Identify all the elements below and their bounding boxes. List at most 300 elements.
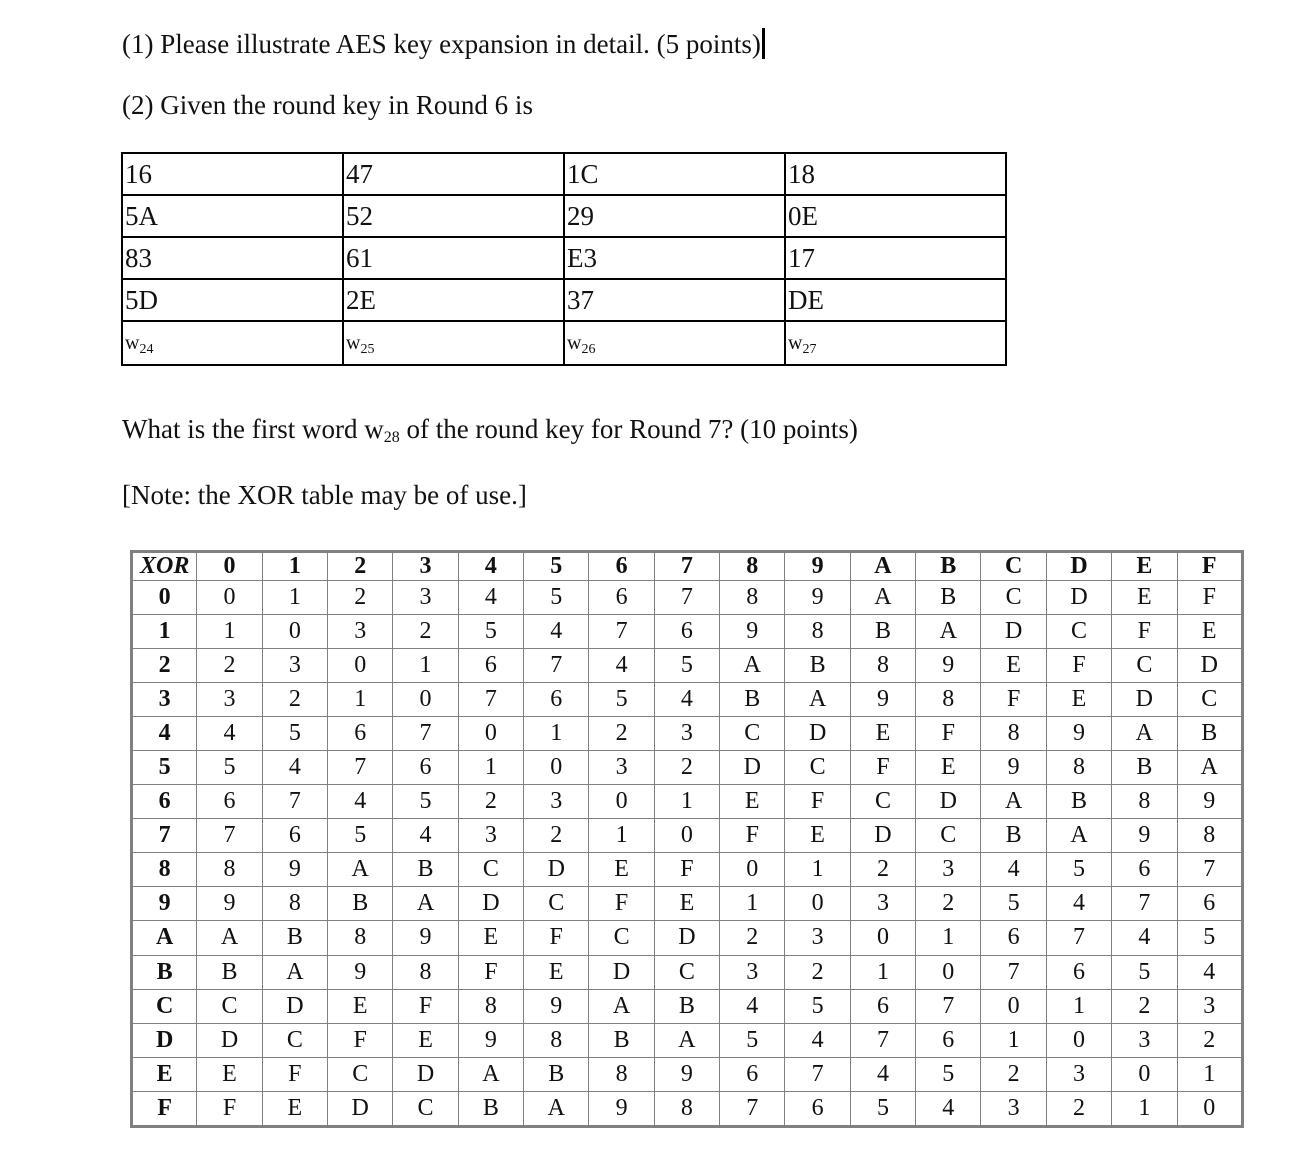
xor-cell: E	[1112, 581, 1177, 615]
xor-cell: C	[197, 989, 262, 1023]
xor-column-header: 1	[262, 552, 327, 581]
xor-cell: 0	[524, 751, 589, 785]
xor-cell: B	[458, 1091, 523, 1126]
xor-column-header: E	[1112, 552, 1177, 581]
xor-cell: E	[524, 955, 589, 989]
xor-cell: C	[262, 1023, 327, 1057]
xor-cell: 2	[262, 683, 327, 717]
xor-cell: A	[458, 1057, 523, 1091]
xor-cell: D	[458, 887, 523, 921]
xor-cell: 5	[262, 717, 327, 751]
xor-cell: B	[1112, 751, 1177, 785]
xor-cell: 3	[981, 1091, 1046, 1126]
xor-cell: 2	[1046, 1091, 1111, 1126]
xor-cell: 2	[981, 1057, 1046, 1091]
xor-row-header: F	[132, 1091, 197, 1126]
xor-row-header: 5	[132, 751, 197, 785]
xor-cell: 9	[785, 581, 850, 615]
xor-cell: B	[720, 683, 785, 717]
xor-cell: 2	[328, 581, 393, 615]
question-1	[122, 28, 765, 59]
xor-cell: 1	[916, 921, 981, 955]
xor-cell: 8	[1112, 785, 1177, 819]
xor-cell: 7	[981, 955, 1046, 989]
round-key-byte: 17	[785, 237, 1006, 279]
xor-cell: D	[916, 785, 981, 819]
xor-cell: C	[785, 751, 850, 785]
xor-cell: 9	[720, 615, 785, 649]
round-key-row	[122, 153, 1006, 195]
xor-cell: A	[850, 581, 915, 615]
xor-cell: 3	[850, 887, 915, 921]
xor-cell: 7	[850, 1023, 915, 1057]
xor-cell: 0	[1112, 1057, 1177, 1091]
xor-cell: C	[720, 717, 785, 751]
xor-cell: 3	[458, 819, 523, 853]
xor-cell: F	[458, 955, 523, 989]
xor-column-header: 0	[197, 552, 262, 581]
xor-cell: 4	[328, 785, 393, 819]
round-key-byte: 2E	[343, 279, 564, 321]
xor-row-header: C	[132, 989, 197, 1023]
xor-cell: 3	[1177, 989, 1243, 1023]
xor-cell: 5	[1046, 853, 1111, 887]
xor-cell: 1	[1177, 1057, 1243, 1091]
word-label-row	[122, 321, 1006, 365]
xor-cell: C	[589, 921, 654, 955]
xor-cell: C	[981, 581, 1046, 615]
xor-cell: 8	[720, 581, 785, 615]
xor-cell: 5	[1177, 921, 1243, 955]
xor-cell: A	[197, 921, 262, 955]
xor-cell: 7	[1046, 921, 1111, 955]
xor-cell: 6	[785, 1091, 850, 1126]
xor-row	[132, 955, 1243, 989]
xor-cell: 3	[524, 785, 589, 819]
xor-cell: C	[524, 887, 589, 921]
xor-row	[132, 615, 1243, 649]
xor-row-header: 6	[132, 785, 197, 819]
xor-cell: D	[654, 921, 719, 955]
xor-cell: 1	[328, 683, 393, 717]
xor-cell: 8	[197, 853, 262, 887]
xor-cell: A	[981, 785, 1046, 819]
round-key-byte: 37	[564, 279, 785, 321]
xor-cell: A	[720, 649, 785, 683]
xor-cell: D	[785, 717, 850, 751]
xor-column-header: 6	[589, 552, 654, 581]
xor-cell: 3	[916, 853, 981, 887]
xor-cell: 1	[524, 717, 589, 751]
xor-cell: 8	[1046, 751, 1111, 785]
xor-column-header: D	[1046, 552, 1111, 581]
xor-cell: F	[654, 853, 719, 887]
xor-cell: 4	[785, 1023, 850, 1057]
xor-column-header: 2	[328, 552, 393, 581]
xor-cell: 3	[1112, 1023, 1177, 1057]
xor-cell: F	[850, 751, 915, 785]
xor-row-header: E	[132, 1057, 197, 1091]
xor-cell: 4	[197, 717, 262, 751]
xor-cell: 7	[720, 1091, 785, 1126]
xor-cell: 4	[458, 581, 523, 615]
xor-cell: 4	[393, 819, 458, 853]
round-key-byte: 0E	[785, 195, 1006, 237]
xor-cell: 9	[328, 955, 393, 989]
xor-cell: 0	[262, 615, 327, 649]
xor-cell: E	[197, 1057, 262, 1091]
xor-cell: 4	[720, 989, 785, 1023]
xor-cell: 6	[654, 615, 719, 649]
xor-cell: 3	[785, 921, 850, 955]
xor-cell: 4	[1112, 921, 1177, 955]
xor-column-header: 7	[654, 552, 719, 581]
xor-cell: F	[916, 717, 981, 751]
xor-row	[132, 819, 1243, 853]
xor-cell: 7	[916, 989, 981, 1023]
text-cursor	[762, 28, 765, 59]
xor-cell: E	[981, 649, 1046, 683]
xor-cell: E	[785, 819, 850, 853]
xor-cell: A	[1112, 717, 1177, 751]
xor-cell: 4	[1046, 887, 1111, 921]
round-key-byte: 29	[564, 195, 785, 237]
xor-row-header: 3	[132, 683, 197, 717]
xor-cell: 8	[654, 1091, 719, 1126]
xor-cell: 9	[262, 853, 327, 887]
xor-cell: C	[850, 785, 915, 819]
xor-cell: 6	[328, 717, 393, 751]
xor-cell: 2	[916, 887, 981, 921]
xor-cell: A	[262, 955, 327, 989]
xor-cell: 1	[720, 887, 785, 921]
xor-row-header: 9	[132, 887, 197, 921]
xor-cell: E	[654, 887, 719, 921]
xor-cell: 7	[1112, 887, 1177, 921]
xor-cell: A	[654, 1023, 719, 1057]
xor-cell: 9	[981, 751, 1046, 785]
round-key-byte: 1C	[564, 153, 785, 195]
xor-cell: 5	[458, 615, 523, 649]
xor-cell: 1	[981, 1023, 1046, 1057]
xor-cell: 2	[458, 785, 523, 819]
xor-row	[132, 921, 1243, 955]
xor-cell: 8	[524, 1023, 589, 1057]
xor-cell: 2	[524, 819, 589, 853]
xor-cell: B	[524, 1057, 589, 1091]
xor-row	[132, 717, 1243, 751]
xor-cell: 9	[916, 649, 981, 683]
xor-row	[132, 1057, 1243, 1091]
xor-cell: 4	[524, 615, 589, 649]
xor-cell: 5	[197, 751, 262, 785]
xor-cell: D	[589, 955, 654, 989]
xor-cell: C	[458, 853, 523, 887]
xor-cell: D	[1112, 683, 1177, 717]
xor-row-header: 7	[132, 819, 197, 853]
xor-row-header: B	[132, 955, 197, 989]
xor-cell: 5	[654, 649, 719, 683]
xor-cell: E	[1046, 683, 1111, 717]
xor-cell: 1	[262, 581, 327, 615]
xor-cell: 0	[197, 581, 262, 615]
xor-cell: B	[850, 615, 915, 649]
xor-cell: 3	[262, 649, 327, 683]
xor-cell: D	[1177, 649, 1243, 683]
xor-cell: C	[1177, 683, 1243, 717]
xor-cell: E	[720, 785, 785, 819]
round-key-byte: 61	[343, 237, 564, 279]
xor-cell: 5	[785, 989, 850, 1023]
xor-cell: 6	[916, 1023, 981, 1057]
xor-cell: 7	[328, 751, 393, 785]
word-label: $w_{24}$	[122, 321, 343, 365]
xor-cell: 5	[720, 1023, 785, 1057]
xor-cell: 5	[589, 683, 654, 717]
xor-cell: B	[197, 955, 262, 989]
xor-cell: A	[1177, 751, 1243, 785]
xor-cell: 8	[1177, 819, 1243, 853]
xor-cell: 2	[197, 649, 262, 683]
xor-cell: 6	[262, 819, 327, 853]
xor-cell: 0	[850, 921, 915, 955]
xor-cell: C	[1046, 615, 1111, 649]
xor-column-header: 9	[785, 552, 850, 581]
xor-cell: 6	[1046, 955, 1111, 989]
xor-cell: 4	[589, 649, 654, 683]
xor-cell: 6	[524, 683, 589, 717]
xor-cell: F	[262, 1057, 327, 1091]
xor-cell: 1	[458, 751, 523, 785]
xor-row	[132, 683, 1243, 717]
xor-column-header: C	[981, 552, 1046, 581]
question-3: What is the first word $w_{28}$ of the round key for Round 7? (10 points)	[122, 414, 858, 446]
xor-note: [Note: the XOR table may be of use.]	[122, 480, 527, 510]
xor-cell: B	[1177, 717, 1243, 751]
xor-cell: E	[1177, 615, 1243, 649]
xor-cell: 1	[850, 955, 915, 989]
xor-cell: 8	[981, 717, 1046, 751]
xor-cell: C	[1112, 649, 1177, 683]
xor-header-row	[132, 552, 1243, 581]
xor-cell: D	[981, 615, 1046, 649]
xor-cell: E	[850, 717, 915, 751]
xor-cell: 6	[720, 1057, 785, 1091]
xor-row-header: 4	[132, 717, 197, 751]
xor-row-header: A	[132, 921, 197, 955]
xor-cell: A	[524, 1091, 589, 1126]
xor-cell: F	[524, 921, 589, 955]
word-label: $w_{25}$	[343, 321, 564, 365]
xor-cell: D	[720, 751, 785, 785]
xor-column-header: F	[1177, 552, 1243, 581]
xor-cell: 5	[850, 1091, 915, 1126]
xor-row	[132, 785, 1243, 819]
xor-cell: E	[916, 751, 981, 785]
xor-cell: 4	[654, 683, 719, 717]
xor-cell: 8	[850, 649, 915, 683]
xor-cell: F	[1046, 649, 1111, 683]
xor-cell: 5	[981, 887, 1046, 921]
xor-cell: 7	[1177, 853, 1243, 887]
xor-cell: 7	[197, 819, 262, 853]
question-2: (2) Given the round key in Round 6 is	[122, 90, 533, 120]
xor-row-header: 0	[132, 581, 197, 615]
xor-cell: 0	[785, 887, 850, 921]
xor-cell: 3	[589, 751, 654, 785]
xor-cell: 1	[1112, 1091, 1177, 1126]
xor-cell: 1	[589, 819, 654, 853]
xor-cell: A	[1046, 819, 1111, 853]
xor-row	[132, 989, 1243, 1023]
xor-cell: 5	[393, 785, 458, 819]
xor-cell: 9	[393, 921, 458, 955]
xor-cell: 0	[589, 785, 654, 819]
xor-cell: 8	[916, 683, 981, 717]
xor-cell: E	[458, 921, 523, 955]
xor-cell: B	[328, 887, 393, 921]
xor-row-header: 8	[132, 853, 197, 887]
xor-cell: C	[328, 1057, 393, 1091]
xor-cell: F	[393, 989, 458, 1023]
xor-cell: E	[393, 1023, 458, 1057]
xor-cell: 9	[1112, 819, 1177, 853]
xor-cell: 6	[981, 921, 1046, 955]
xor-row-header: 1	[132, 615, 197, 649]
xor-cell: 6	[1112, 853, 1177, 887]
xor-cell: 9	[1177, 785, 1243, 819]
xor-cell: B	[262, 921, 327, 955]
xor-column-header: 3	[393, 552, 458, 581]
xor-cell: 4	[850, 1057, 915, 1091]
xor-column-header: 8	[720, 552, 785, 581]
xor-cell: F	[1112, 615, 1177, 649]
xor-cell: 9	[589, 1091, 654, 1126]
xor-cell: 1	[197, 615, 262, 649]
xor-cell: D	[197, 1023, 262, 1057]
xor-row-header: 2	[132, 649, 197, 683]
xor-cell: 6	[393, 751, 458, 785]
xor-cell: A	[916, 615, 981, 649]
xor-cell: 4	[1177, 955, 1243, 989]
xor-cell: 2	[720, 921, 785, 955]
xor-cell: 1	[785, 853, 850, 887]
xor-cell: B	[393, 853, 458, 887]
xor-cell: 5	[916, 1057, 981, 1091]
xor-cell: 9	[524, 989, 589, 1023]
xor-cell: B	[1046, 785, 1111, 819]
xor-cell: F	[785, 785, 850, 819]
round-key-byte: 16	[122, 153, 343, 195]
xor-cell: F	[720, 819, 785, 853]
xor-row	[132, 751, 1243, 785]
xor-cell: 7	[393, 717, 458, 751]
xor-cell: 6	[458, 649, 523, 683]
xor-cell: 0	[654, 819, 719, 853]
xor-cell: 8	[589, 1057, 654, 1091]
xor-cell: 4	[981, 853, 1046, 887]
xor-cell: 0	[328, 649, 393, 683]
xor-cell: 3	[720, 955, 785, 989]
xor-cell: 7	[262, 785, 327, 819]
xor-cell: B	[785, 649, 850, 683]
xor-cell: 0	[981, 989, 1046, 1023]
xor-cell: B	[981, 819, 1046, 853]
xor-cell: 8	[328, 921, 393, 955]
xor-cell: F	[589, 887, 654, 921]
xor-cell: C	[654, 955, 719, 989]
xor-cell: 3	[197, 683, 262, 717]
word-label: $w_{26}$	[564, 321, 785, 365]
xor-cell: F	[197, 1091, 262, 1126]
xor-cell: 0	[1046, 1023, 1111, 1057]
xor-cell: 7	[785, 1057, 850, 1091]
round-key-table	[121, 152, 1007, 366]
xor-table	[130, 550, 1244, 1128]
xor-row	[132, 649, 1243, 683]
xor-cell: A	[393, 887, 458, 921]
xor-row	[132, 581, 1243, 615]
xor-cell: D	[524, 853, 589, 887]
xor-cell: D	[850, 819, 915, 853]
xor-cell: D	[393, 1057, 458, 1091]
xor-row	[132, 1023, 1243, 1057]
round-key-row	[122, 237, 1006, 279]
xor-cell: 0	[916, 955, 981, 989]
xor-column-header: 4	[458, 552, 523, 581]
xor-column-header: 5	[524, 552, 589, 581]
xor-cell: 6	[197, 785, 262, 819]
xor-row	[132, 1091, 1243, 1126]
xor-cell: 7	[589, 615, 654, 649]
xor-cell: 3	[328, 615, 393, 649]
xor-cell: 7	[524, 649, 589, 683]
xor-cell: E	[328, 989, 393, 1023]
xor-row	[132, 853, 1243, 887]
xor-cell: E	[262, 1091, 327, 1126]
xor-cell: 3	[654, 717, 719, 751]
xor-cell: 9	[850, 683, 915, 717]
xor-cell: F	[981, 683, 1046, 717]
xor-cell: C	[916, 819, 981, 853]
round-key-byte: DE	[785, 279, 1006, 321]
xor-cell: D	[1046, 581, 1111, 615]
xor-cell: C	[393, 1091, 458, 1126]
round-key-byte: E3	[564, 237, 785, 279]
xor-cell: B	[654, 989, 719, 1023]
xor-cell: A	[589, 989, 654, 1023]
xor-cell: 3	[1046, 1057, 1111, 1091]
xor-cell: 2	[785, 955, 850, 989]
xor-row-header: D	[132, 1023, 197, 1057]
xor-cell: 0	[393, 683, 458, 717]
xor-cell: 2	[1112, 989, 1177, 1023]
xor-cell: 1	[1046, 989, 1111, 1023]
xor-cell: B	[589, 1023, 654, 1057]
round-key-byte: 47	[343, 153, 564, 195]
xor-cell: 0	[458, 717, 523, 751]
xor-cell: 4	[916, 1091, 981, 1126]
xor-cell: 8	[393, 955, 458, 989]
round-key-byte: 52	[343, 195, 564, 237]
word-label: $w_{27}$	[785, 321, 1006, 365]
xor-cell: 0	[1177, 1091, 1243, 1126]
xor-cell: 9	[1046, 717, 1111, 751]
xor-cell: 7	[654, 581, 719, 615]
xor-cell: 2	[393, 615, 458, 649]
xor-cell: 5	[524, 581, 589, 615]
xor-cell: 4	[262, 751, 327, 785]
